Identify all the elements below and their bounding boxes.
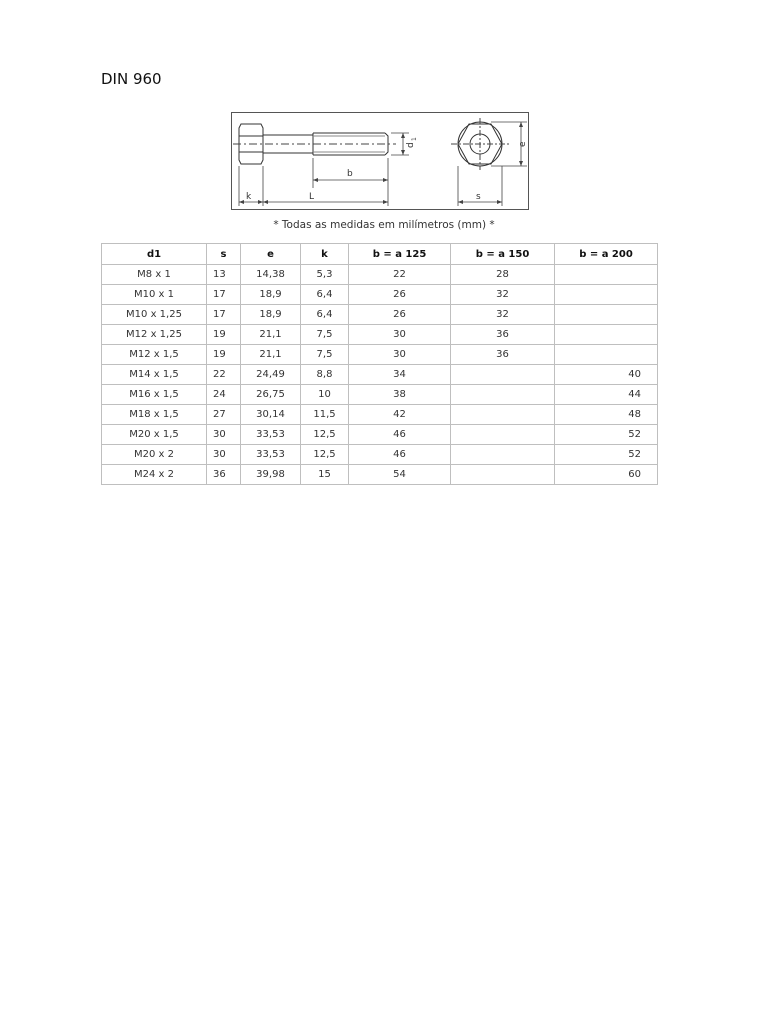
cell-b150	[451, 385, 555, 405]
cell-b150: 28	[451, 265, 555, 285]
cell-e: 18,9	[241, 305, 301, 325]
cell-s: 30	[207, 445, 241, 465]
cell-e: 21,1	[241, 325, 301, 345]
cell-k: 8,8	[301, 365, 349, 385]
table-row	[102, 425, 658, 445]
cell-e: 30,14	[241, 405, 301, 425]
table-header-row	[102, 244, 658, 265]
cell-d1: M24 x 2	[102, 465, 207, 485]
cell-k: 7,5	[301, 325, 349, 345]
cell-b200	[555, 325, 658, 345]
cell-b150	[451, 445, 555, 465]
cell-b200: 48	[555, 405, 658, 425]
cell-d1: M10 x 1,25	[102, 305, 207, 325]
cell-b125: 54	[349, 465, 451, 485]
cell-e: 26,75	[241, 385, 301, 405]
cell-d1: M8 x 1	[102, 265, 207, 285]
cell-b125: 30	[349, 345, 451, 365]
cell-b200: 52	[555, 445, 658, 465]
table-row	[102, 345, 658, 365]
cell-k: 12,5	[301, 445, 349, 465]
cell-s: 17	[207, 305, 241, 325]
column-header: k	[301, 244, 349, 265]
label-d1: d	[406, 142, 416, 148]
cell-k: 7,5	[301, 345, 349, 365]
cell-e: 33,53	[241, 445, 301, 465]
bolt-technical-drawing	[231, 112, 529, 210]
page-title: DIN 960	[101, 70, 162, 88]
cell-b150	[451, 465, 555, 485]
cell-d1: M10 x 1	[102, 285, 207, 305]
cell-b125: 42	[349, 405, 451, 425]
label-L: L	[309, 192, 315, 202]
table-row	[102, 305, 658, 325]
cell-s: 19	[207, 325, 241, 345]
cell-k: 11,5	[301, 405, 349, 425]
cell-d1: M14 x 1,5	[102, 365, 207, 385]
table-row	[102, 385, 658, 405]
cell-b200: 52	[555, 425, 658, 445]
cell-s: 36	[207, 465, 241, 485]
cell-b150	[451, 425, 555, 445]
cell-s: 17	[207, 285, 241, 305]
label-s: s	[476, 192, 481, 202]
cell-d1: M12 x 1,5	[102, 345, 207, 365]
table-row	[102, 285, 658, 305]
cell-k: 6,4	[301, 285, 349, 305]
cell-b125: 38	[349, 385, 451, 405]
cell-e: 39,98	[241, 465, 301, 485]
cell-e: 33,53	[241, 425, 301, 445]
cell-s: 24	[207, 385, 241, 405]
cell-k: 10	[301, 385, 349, 405]
cell-k: 5,3	[301, 265, 349, 285]
front-dimension-lines	[458, 122, 527, 206]
cell-b200: 44	[555, 385, 658, 405]
column-header: s	[207, 244, 241, 265]
cell-b150: 36	[451, 325, 555, 345]
cell-e: 24,49	[241, 365, 301, 385]
cell-k: 12,5	[301, 425, 349, 445]
cell-e: 18,9	[241, 285, 301, 305]
column-header: e	[241, 244, 301, 265]
cell-e: 21,1	[241, 345, 301, 365]
cell-b200: 60	[555, 465, 658, 485]
bolt-side-view	[233, 124, 396, 164]
table-row	[102, 405, 658, 425]
cell-b150: 32	[451, 305, 555, 325]
cell-k: 6,4	[301, 305, 349, 325]
cell-s: 27	[207, 405, 241, 425]
label-k: k	[246, 192, 252, 202]
cell-b125: 26	[349, 285, 451, 305]
cell-s: 13	[207, 265, 241, 285]
label-e: e	[518, 141, 528, 147]
table-row	[102, 445, 658, 465]
table-row	[102, 465, 658, 485]
cell-b200	[555, 345, 658, 365]
cell-b150: 32	[451, 285, 555, 305]
cell-s: 22	[207, 365, 241, 385]
cell-b150	[451, 405, 555, 425]
cell-d1: M12 x 1,25	[102, 325, 207, 345]
cell-b125: 46	[349, 425, 451, 445]
cell-b125: 30	[349, 325, 451, 345]
cell-b200	[555, 285, 658, 305]
table-row	[102, 265, 658, 285]
table-row	[102, 365, 658, 385]
column-header: b = a 200	[555, 244, 658, 265]
cell-b200: 40	[555, 365, 658, 385]
dimensions-table	[101, 243, 658, 485]
label-d1-subscript: 1	[411, 137, 418, 141]
cell-b150	[451, 365, 555, 385]
column-header: b = a 125	[349, 244, 451, 265]
cell-b125: 22	[349, 265, 451, 285]
cell-d1: M20 x 2	[102, 445, 207, 465]
cell-k: 15	[301, 465, 349, 485]
cell-d1: M16 x 1,5	[102, 385, 207, 405]
column-header: b = a 150	[451, 244, 555, 265]
cell-b125: 26	[349, 305, 451, 325]
label-b: b	[347, 169, 353, 179]
cell-b125: 46	[349, 445, 451, 465]
cell-s: 19	[207, 345, 241, 365]
cell-b125: 34	[349, 365, 451, 385]
cell-b200	[555, 265, 658, 285]
cell-b150: 36	[451, 345, 555, 365]
cell-e: 14,38	[241, 265, 301, 285]
cell-d1: M18 x 1,5	[102, 405, 207, 425]
units-note: * Todas as medidas em milímetros (mm) *	[273, 219, 495, 231]
cell-b200	[555, 305, 658, 325]
cell-s: 30	[207, 425, 241, 445]
bolt-front-view	[451, 118, 509, 170]
cell-d1: M20 x 1,5	[102, 425, 207, 445]
column-header: d1	[102, 244, 207, 265]
table-row	[102, 325, 658, 345]
